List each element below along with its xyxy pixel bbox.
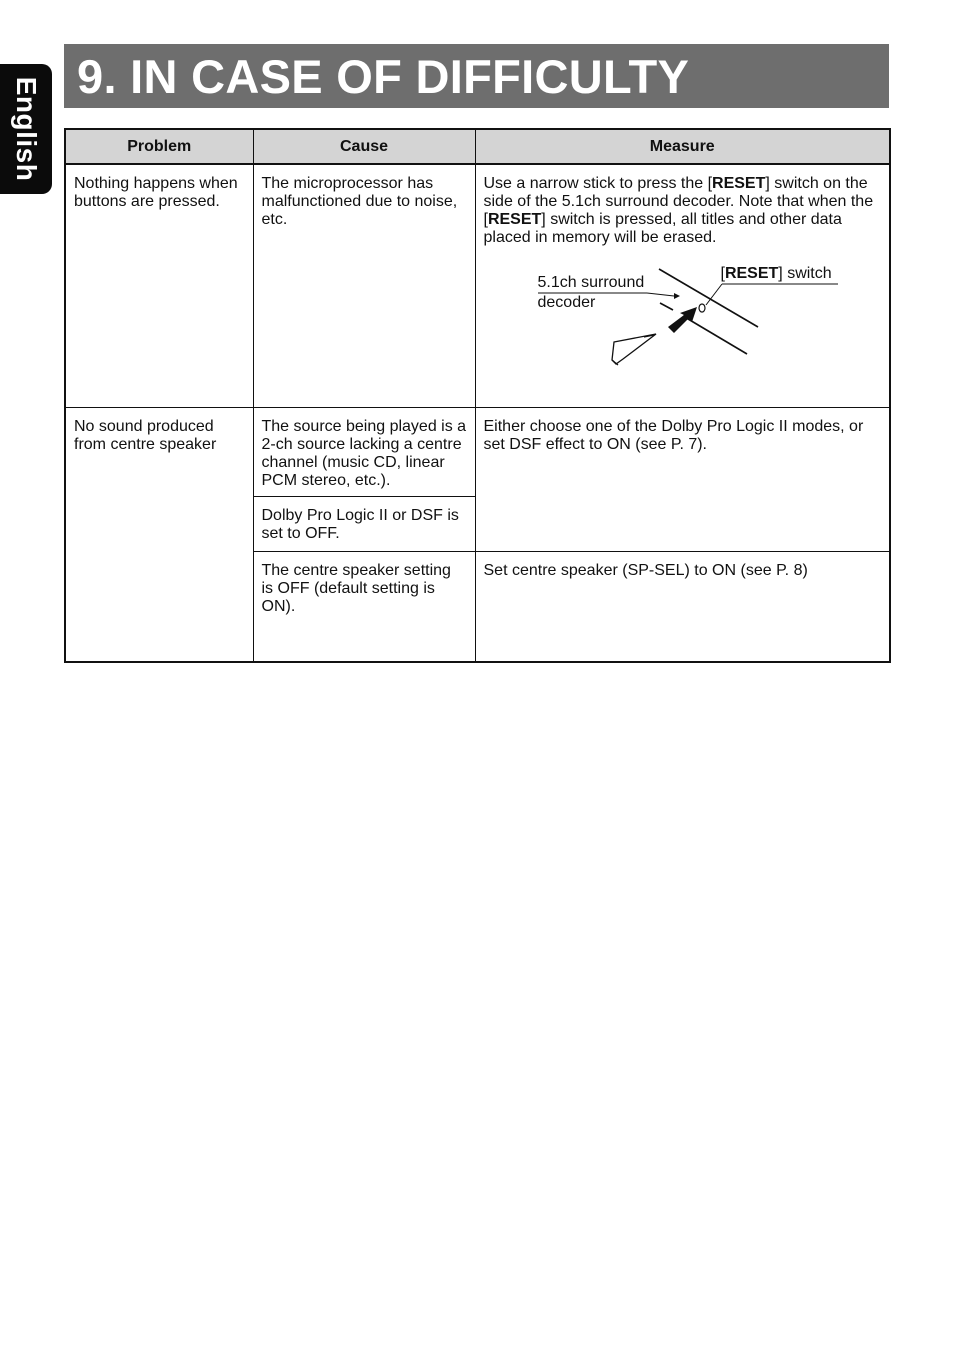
language-tab-label: English: [11, 76, 42, 182]
decoder-label-line: decoder: [537, 294, 596, 311]
language-tab: [0, 64, 52, 194]
cause-cell: The source being played is a 2-ch source lacking a centre channel (music CD, linear PCM stereo, etc.).: [253, 408, 475, 497]
table-header-row: [65, 129, 890, 164]
decoder-label-line: 5.1ch surround: [537, 274, 645, 291]
reset-switch-label-keyword: RESET: [724, 265, 779, 282]
measure-cell: Either choose one of the Dolby Pro Logic II modes, or set DSF effect to ON (see P. 7).: [475, 408, 890, 552]
page-title: 9. IN CASE OF DIFFICULTY: [77, 50, 690, 103]
reset-switch-label: [721, 264, 832, 284]
measure-cell: [475, 164, 890, 408]
header-cause: Cause: [253, 129, 475, 164]
table-row: [65, 164, 890, 408]
measure-text: [484, 175, 882, 247]
measure-text-part: ] switch is pressed, all titles and other data placed in memory will be erased.: [483, 211, 842, 246]
measure-cell: Set centre speaker (SP-SEL) to ON (see P. 8): [475, 552, 890, 663]
cause-cell: The centre speaker setting is OFF (default setting is ON).: [253, 552, 475, 663]
table-row: [65, 408, 890, 497]
troubleshooting-table: [64, 128, 891, 663]
header-measure: Measure: [475, 129, 890, 164]
cause-cell: Dolby Pro Logic II or DSF is set to OFF.: [253, 497, 475, 552]
problem-cell: Nothing happens when buttons are pressed.: [65, 164, 253, 408]
measure-text-part: Use a narrow stick to press the [: [483, 175, 713, 192]
reset-switch-label-part: ] switch: [778, 265, 832, 282]
reset-switch-diagram: [484, 267, 884, 387]
title-bar: [64, 44, 889, 108]
reset-keyword: RESET: [487, 211, 542, 228]
measure-text-part: ] switch on the side of the 5.1ch surround decoder. Note that when the [: [483, 175, 874, 228]
problem-cell: No sound produced from centre speaker: [65, 408, 253, 663]
header-problem: Problem: [65, 129, 253, 164]
reset-keyword: RESET: [712, 175, 766, 192]
decoder-label: [538, 273, 645, 313]
reset-switch-label-part: [: [720, 265, 725, 282]
cause-cell: The microprocessor has malfunctioned due to noise, etc.: [253, 164, 475, 408]
